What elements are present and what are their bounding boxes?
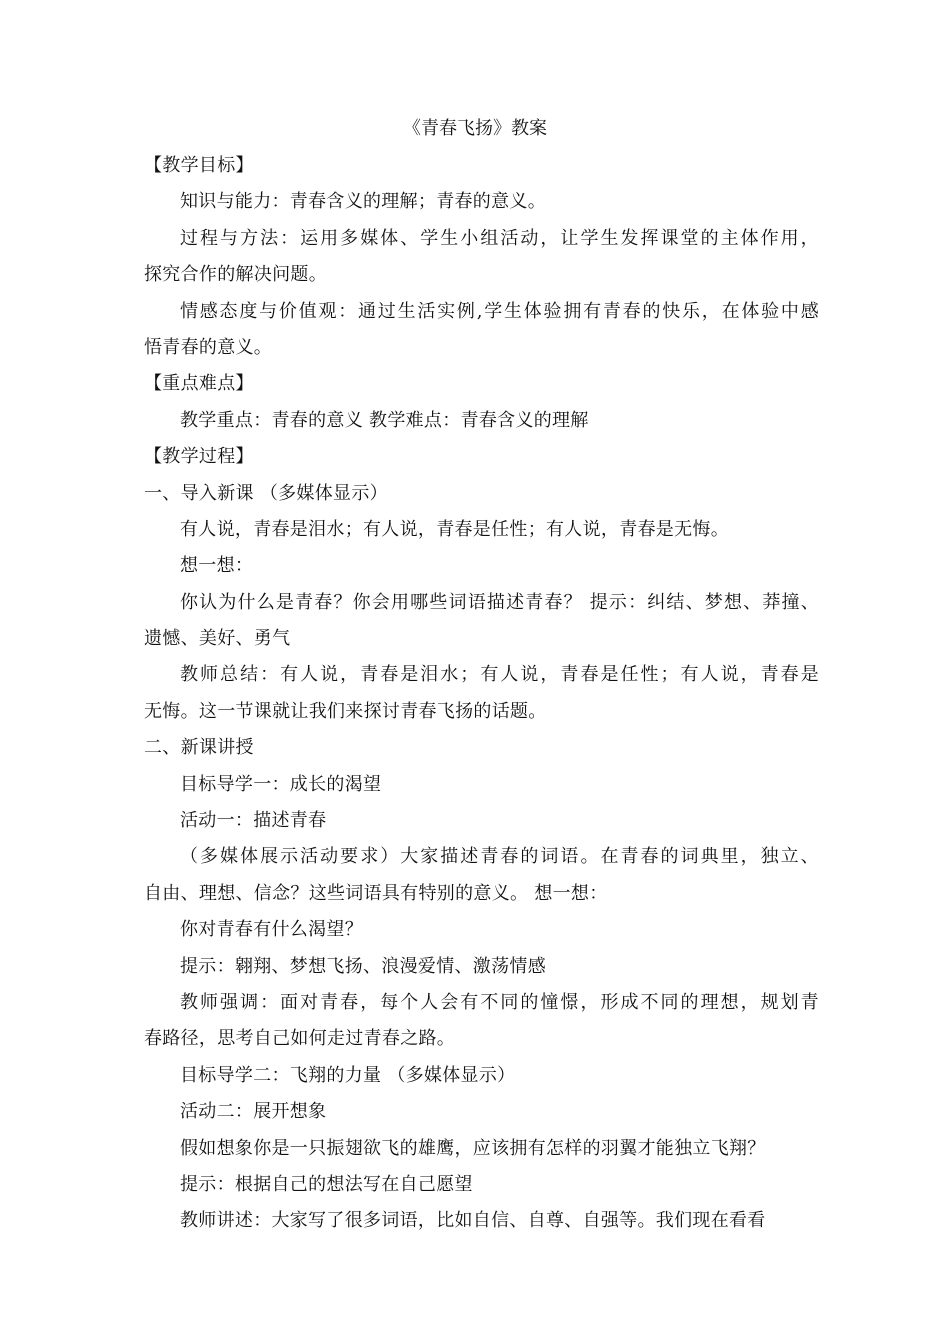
paragraph-line: 情感态度与价值观：通过生活实例,学生体验拥有青春的快乐，在体验中感 bbox=[180, 300, 819, 322]
paragraph-line: 教学重点：青春的意义 教学难点：青春含义的理解 bbox=[180, 409, 589, 431]
paragraph-line: 你认为什么是青春？你会用哪些词语描述青春？ 提示：纠结、梦想、莽撞、 bbox=[180, 591, 819, 613]
paragraph-line: 教师总结：有人说，青春是泪水；有人说，青春是任性；有人说，青春是 bbox=[180, 664, 819, 686]
paragraph-line: 悟青春的意义。 bbox=[144, 336, 273, 358]
paragraph-line: 探究合作的解决问题。 bbox=[144, 264, 327, 286]
subsection-heading: 一、导入新课 （多媒体显示） bbox=[144, 482, 388, 504]
paragraph-line: 活动二：展开想象 bbox=[180, 1101, 327, 1123]
paragraph-line: 活动一：描述青春 bbox=[180, 810, 327, 832]
paragraph-line: 遗憾、美好、勇气 bbox=[144, 628, 291, 650]
paragraph-line: 提示：根据自己的想法写在自己愿望 bbox=[180, 1173, 473, 1195]
paragraph-line: 自由、理想、信念？这些词语具有特别的意义。 想一想： bbox=[144, 882, 608, 904]
paragraph-line: 教师强调：面对青春，每个人会有不同的憧憬，形成不同的理想，规划青 bbox=[180, 991, 819, 1013]
section-heading-objectives: 【教学目标】 bbox=[144, 155, 254, 176]
subsection-heading: 二、新课讲授 bbox=[144, 737, 254, 759]
paragraph-line: 春路径，思考自己如何走过青春之路。 bbox=[144, 1028, 456, 1050]
paragraph-line: 假如想象你是一只振翅欲飞的雄鹰，应该拥有怎样的羽翼才能独立飞翔？ bbox=[180, 1137, 766, 1159]
paragraph-line: 目标导学二：飞翔的力量 （多媒体显示） bbox=[180, 1064, 516, 1086]
paragraph-line: 提示：翱翔、梦想飞扬、浪漫爱情、激荡情感 bbox=[180, 955, 546, 977]
document-title: 《青春飞扬》教案 bbox=[403, 118, 547, 139]
paragraph-line: 目标导学一：成长的渴望 bbox=[180, 773, 382, 795]
section-heading-key-points: 【重点难点】 bbox=[144, 373, 254, 395]
section-heading-process: 【教学过程】 bbox=[144, 446, 254, 468]
paragraph-line: 想一想： bbox=[180, 555, 254, 577]
paragraph-line: （多媒体展示活动要求）大家描述青春的词语。在青春的词典里，独立、 bbox=[180, 846, 819, 868]
paragraph-line: 过程与方法：运用多媒体、学生小组活动，让学生发挥课堂的主体作用， bbox=[180, 227, 819, 249]
paragraph-line: 教师讲述：大家写了很多词语，比如自信、自尊、自强等。我们现在看看 bbox=[180, 1210, 766, 1232]
paragraph-line: 有人说，青春是泪水；有人说，青春是任性；有人说，青春是无悔。 bbox=[180, 518, 729, 540]
paragraph-line: 知识与能力：青春含义的理解；青春的意义。 bbox=[180, 191, 546, 213]
paragraph-line: 无悔。这一节课就让我们来探讨青春飞扬的话题。 bbox=[144, 700, 547, 722]
document-body bbox=[144, 148, 819, 1240]
paragraph-line: 你对青春有什么渴望？ bbox=[180, 919, 363, 941]
